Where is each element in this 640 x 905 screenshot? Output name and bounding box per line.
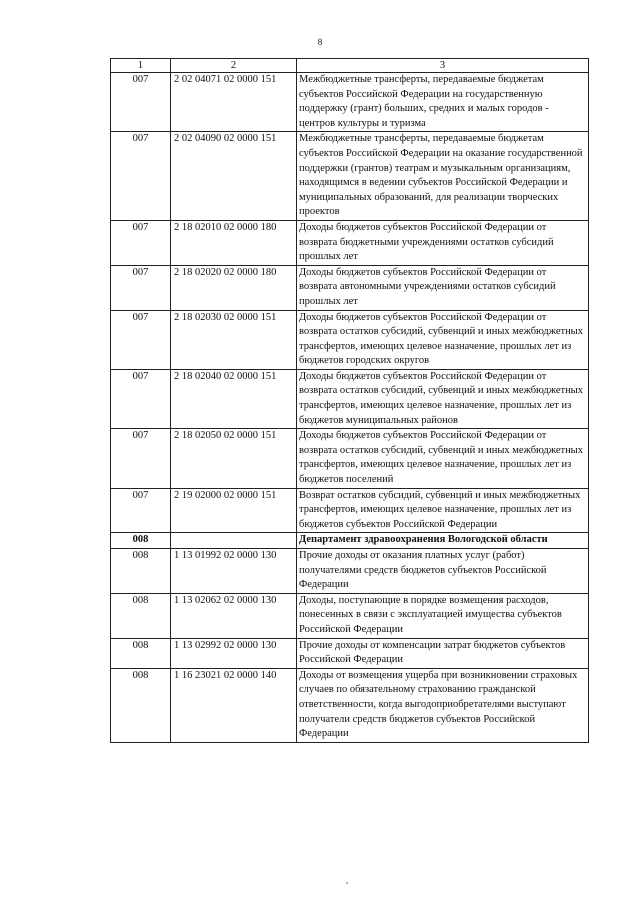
page-number: 8 [317, 37, 323, 47]
admin-code-cell: 007 [111, 265, 171, 310]
description-cell: Прочие доходы от компенсации затрат бюджетов субъектов Российской Федерации [297, 638, 589, 668]
admin-code-cell: 007 [111, 310, 171, 369]
header-col-2: 2 [171, 59, 297, 73]
budget-code-cell: 2 02 04071 02 0000 151 [171, 73, 297, 132]
table-row [111, 310, 589, 369]
admin-code-cell: 008 [111, 549, 171, 594]
budget-code-cell: 2 02 04090 02 0000 151 [171, 132, 297, 221]
description-cell: Доходы бюджетов субъектов Российской Федерации от возврата остатков субсидий, субвенций и иных межбюджетных трансфертов, имеющих целевое назначение, прошлых лет из бюджетов поселений [297, 429, 589, 488]
admin-code-cell: 007 [111, 220, 171, 265]
department-row [111, 533, 589, 549]
table-row [111, 132, 589, 221]
table-row [111, 668, 589, 742]
description-cell: Доходы бюджетов субъектов Российской Федерации от возврата остатков субсидий, субвенций и иных межбюджетных трансфертов, имеющих целевое назначение, прошлых лет из бюджетов городских округов [297, 310, 589, 369]
table-header-row [111, 59, 589, 73]
budget-code-cell: 1 13 02062 02 0000 130 [171, 593, 297, 638]
department-name-cell: Департамент здравоохранения Вологодской области [297, 533, 589, 549]
budget-code-cell: 2 18 02050 02 0000 151 [171, 429, 297, 488]
description-cell: Доходы, поступающие в порядке возмещения расходов, понесенных в связи с эксплуатацией имущества субъектов Российской Федерации [297, 593, 589, 638]
table-row [111, 73, 589, 132]
budget-code-cell: 2 18 02040 02 0000 151 [171, 369, 297, 428]
budget-code-cell: 1 13 01992 02 0000 130 [171, 549, 297, 594]
header-col-1: 1 [111, 59, 171, 73]
description-cell: Доходы бюджетов субъектов Российской Федерации от возврата бюджетными учреждениями остатков субсидий прошлых лет [297, 220, 589, 265]
scan-speck [346, 882, 348, 884]
table-row [111, 369, 589, 428]
table-row [111, 638, 589, 668]
admin-code-cell: 007 [111, 429, 171, 488]
admin-code-cell: 008 [111, 593, 171, 638]
budget-code-cell: 1 13 02992 02 0000 130 [171, 638, 297, 668]
table-row [111, 549, 589, 594]
admin-code-cell: 008 [111, 668, 171, 742]
description-cell: Прочие доходы от оказания платных услуг (работ) получателями средств бюджетов субъектов Российской Федерации [297, 549, 589, 594]
table-row [111, 265, 589, 310]
table-row [111, 429, 589, 488]
budget-code-cell: 2 19 02000 02 0000 151 [171, 488, 297, 533]
header-col-3: 3 [297, 59, 589, 73]
admin-code-cell: 007 [111, 369, 171, 428]
table-row [111, 488, 589, 533]
budget-code-cell: 2 18 02030 02 0000 151 [171, 310, 297, 369]
description-cell: Доходы бюджетов субъектов Российской Федерации от возврата остатков субсидий, субвенций и иных межбюджетных трансфертов, имеющих целевое назначение, прошлых лет из бюджетов муниципальных районов [297, 369, 589, 428]
admin-code-cell: 008 [111, 533, 171, 549]
admin-code-cell: 007 [111, 73, 171, 132]
budget-code-cell: 2 18 02020 02 0000 180 [171, 265, 297, 310]
admin-code-cell: 007 [111, 488, 171, 533]
description-cell: Доходы бюджетов субъектов Российской Федерации от возврата автономными учреждениями остатков субсидий прошлых лет [297, 265, 589, 310]
table-row [111, 220, 589, 265]
budget-code-cell: 1 16 23021 02 0000 140 [171, 668, 297, 742]
admin-code-cell: 007 [111, 132, 171, 221]
description-cell: Межбюджетные трансферты, передаваемые бюджетам субъектов Российской Федерации на оказание государственной поддержки (грантов) театрам и музыкальным организациям, находящимся в ведении субъектов Российской Федерации и муниципальных образований, для реализации творческих проектов [297, 132, 589, 221]
admin-code-cell: 008 [111, 638, 171, 668]
revenue-codes-table [110, 58, 589, 743]
budget-code-cell [171, 533, 297, 549]
budget-code-cell: 2 18 02010 02 0000 180 [171, 220, 297, 265]
table-row [111, 593, 589, 638]
description-cell: Возврат остатков субсидий, субвенций и иных межбюджетных трансфертов, имеющих целевое назначение, прошлых лет из бюджетов субъектов Российской Федерации [297, 488, 589, 533]
description-cell: Межбюджетные трансферты, передаваемые бюджетам субъектов Российской Федерации на государственную поддержку (грант) больших, средних и малых городов - центров культуры и туризма [297, 73, 589, 132]
description-cell: Доходы от возмещения ущерба при возникновении страховых случаев по обязательному страхованию гражданской ответственности, когда выгодоприобретателями выступают получатели средств бюджетов субъектов Российской Федерации [297, 668, 589, 742]
